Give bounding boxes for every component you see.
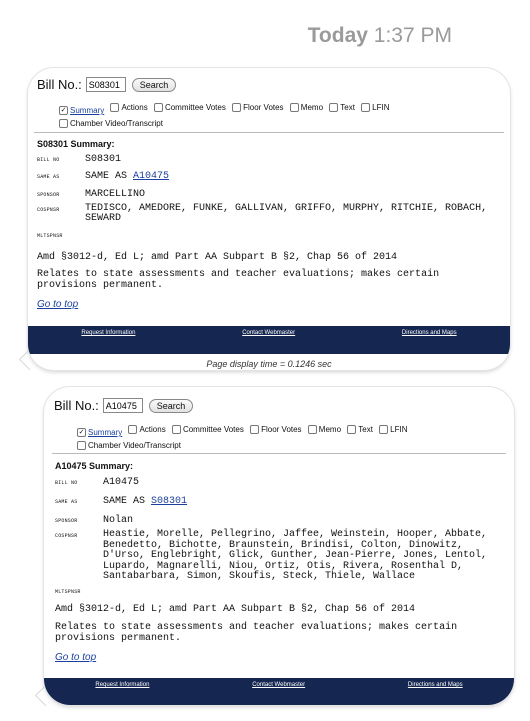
checkbox-checked-icon[interactable]: ✓	[60, 107, 67, 114]
timestamp-day: Today	[307, 24, 368, 47]
field-bill-no	[55, 477, 505, 496]
checkbox-icon[interactable]	[154, 103, 163, 112]
checkbox-icon[interactable]	[110, 103, 119, 112]
field-key: MLTSPNSR	[37, 233, 63, 239]
field-key: COSPNSR	[37, 207, 60, 213]
field-same-as	[55, 496, 505, 515]
message-timestamp	[308, 24, 452, 48]
bill-description: Relates to state assessments and teacher evaluations; makes certain provisions permanent.	[55, 622, 458, 644]
search-button[interactable]: Search	[132, 78, 177, 92]
field-key: COSPNSR	[55, 533, 78, 539]
field-key: SPONSOR	[37, 192, 60, 198]
checkbox-icon[interactable]	[347, 425, 356, 434]
field-key: SAME AS	[55, 499, 78, 505]
bill-search-bar	[54, 398, 193, 413]
checkbox-icon[interactable]	[308, 425, 317, 434]
screenshot-bubble-a10475[interactable]	[44, 387, 514, 705]
field-key: MLTSPNSR	[55, 589, 81, 595]
summary-title: A10475 Summary:	[55, 461, 134, 471]
field-key: SPONSOR	[55, 518, 78, 524]
screenshot-bubble-s08301[interactable]	[28, 68, 510, 370]
law-section: Amd §3012-d, Ed L; amd Part AA Subpart B §2, Chap 56 of 2014	[55, 604, 416, 615]
divider	[34, 132, 504, 133]
field-key: BILL NO	[55, 480, 78, 486]
summary-fields	[55, 477, 505, 598]
field-value: SAME AS S08301	[103, 496, 188, 507]
checkbox-icon[interactable]	[250, 425, 259, 434]
checkbox-icon[interactable]	[290, 103, 299, 112]
checkbox-icon[interactable]	[232, 103, 241, 112]
field-bill-no	[37, 154, 507, 171]
same-as-link[interactable]: A10475	[133, 171, 170, 182]
contact-webmaster-link[interactable]: Contact Webmaster	[252, 682, 306, 688]
site-footer	[44, 678, 514, 705]
summary-title: S08301 Summary:	[37, 139, 115, 149]
field-cosponsors	[55, 530, 505, 586]
bill-no-label: Bill No.:	[37, 77, 82, 92]
search-button[interactable]: Search	[149, 399, 194, 413]
divider	[52, 453, 506, 454]
field-key: SAME AS	[37, 174, 60, 180]
request-information-link[interactable]: Request Information	[81, 330, 136, 336]
field-sponsor	[55, 515, 505, 530]
checkbox-icon[interactable]	[77, 441, 86, 450]
option-chamber-video[interactable]: Chamber Video/Transcript	[77, 439, 181, 452]
field-value: SAME AS A10475	[85, 171, 170, 182]
option-floor-votes[interactable]: Floor Votes	[232, 101, 283, 114]
field-same-as	[37, 171, 507, 189]
option-memo[interactable]: Memo	[308, 423, 341, 436]
checkbox-icon[interactable]	[128, 425, 137, 434]
checkbox-icon[interactable]	[361, 103, 370, 112]
timestamp-time: 1:37 PM	[373, 24, 452, 47]
field-multisponsor	[37, 230, 507, 242]
field-multisponsor	[55, 586, 505, 598]
field-value: Heastie, Morelle, Pellegrino, Jaffee, Weinstein, Hooper, Abbate, Benedetto, Bichotte, Braunstein, Brindisi, Colton, Dinowitz, D'Urso, Englebright, Glick, Gunther, Jean-Pierre, Jones, Lentol, Lupardo, Magnarelli, Niou, Ortiz, Otis, Rivera, Rosenthal D, Santabarbara, Simon, Skoufis, Steck, Thiele, Wallace	[103, 529, 488, 582]
field-value: MARCELLINO	[85, 189, 146, 200]
checkbox-checked-icon[interactable]: ✓	[78, 429, 85, 436]
page-display-time: Page display time = 0.1246 sec	[206, 359, 332, 369]
bill-no-label: Bill No.:	[54, 398, 99, 413]
field-sponsor	[37, 189, 507, 204]
field-value: Nolan	[103, 515, 134, 526]
checkbox-icon[interactable]	[172, 425, 181, 434]
option-chamber-video[interactable]: Chamber Video/Transcript	[59, 117, 163, 130]
option-text[interactable]: Text	[329, 101, 355, 114]
option-committee-votes[interactable]: Committee Votes	[154, 101, 226, 114]
site-footer	[28, 326, 510, 354]
section-options	[59, 101, 459, 132]
option-summary[interactable]: ✓ Summary	[78, 428, 123, 437]
field-value: TEDISCO, AMEDORE, FUNKE, GALLIVAN, GRIFFO, MURPHY, RITCHIE, ROBACH, SEWARD	[85, 203, 488, 224]
option-text[interactable]: Text	[347, 423, 373, 436]
option-committee-votes[interactable]: Committee Votes	[172, 423, 244, 436]
option-summary[interactable]: ✓ Summary	[60, 106, 105, 115]
request-information-link[interactable]: Request Information	[95, 682, 150, 688]
option-floor-votes[interactable]: Floor Votes	[250, 423, 301, 436]
bill-no-input[interactable]	[103, 398, 143, 413]
section-options	[77, 423, 477, 454]
bill-description: Relates to state assessments and teacher evaluations; makes certain provisions permanent.	[37, 269, 440, 291]
contact-webmaster-link[interactable]: Contact Webmaster	[242, 330, 296, 336]
checkbox-icon[interactable]	[59, 119, 68, 128]
field-value: A10475	[103, 477, 140, 488]
bill-search-bar	[37, 77, 176, 92]
checkbox-icon[interactable]	[329, 103, 338, 112]
directions-and-maps-link[interactable]: Directions and Maps	[407, 682, 463, 688]
go-to-top-link[interactable]: Go to top	[55, 652, 97, 663]
directions-and-maps-link[interactable]: Directions and Maps	[401, 330, 457, 336]
option-lfin[interactable]: LFIN	[361, 101, 389, 114]
field-key: BILL NO	[37, 157, 60, 163]
option-actions[interactable]: Actions	[110, 101, 147, 114]
option-lfin[interactable]: LFIN	[379, 423, 407, 436]
go-to-top-link[interactable]: Go to top	[37, 299, 79, 310]
option-memo[interactable]: Memo	[290, 101, 323, 114]
bill-no-input[interactable]	[86, 77, 126, 92]
field-value: S08301	[85, 154, 122, 165]
summary-fields	[37, 154, 507, 242]
law-section: Amd §3012-d, Ed L; amd Part AA Subpart B §2, Chap 56 of 2014	[37, 252, 398, 263]
option-actions[interactable]: Actions	[128, 423, 165, 436]
field-cosponsors	[37, 204, 507, 230]
checkbox-icon[interactable]	[379, 425, 388, 434]
same-as-link[interactable]: S08301	[151, 496, 188, 507]
